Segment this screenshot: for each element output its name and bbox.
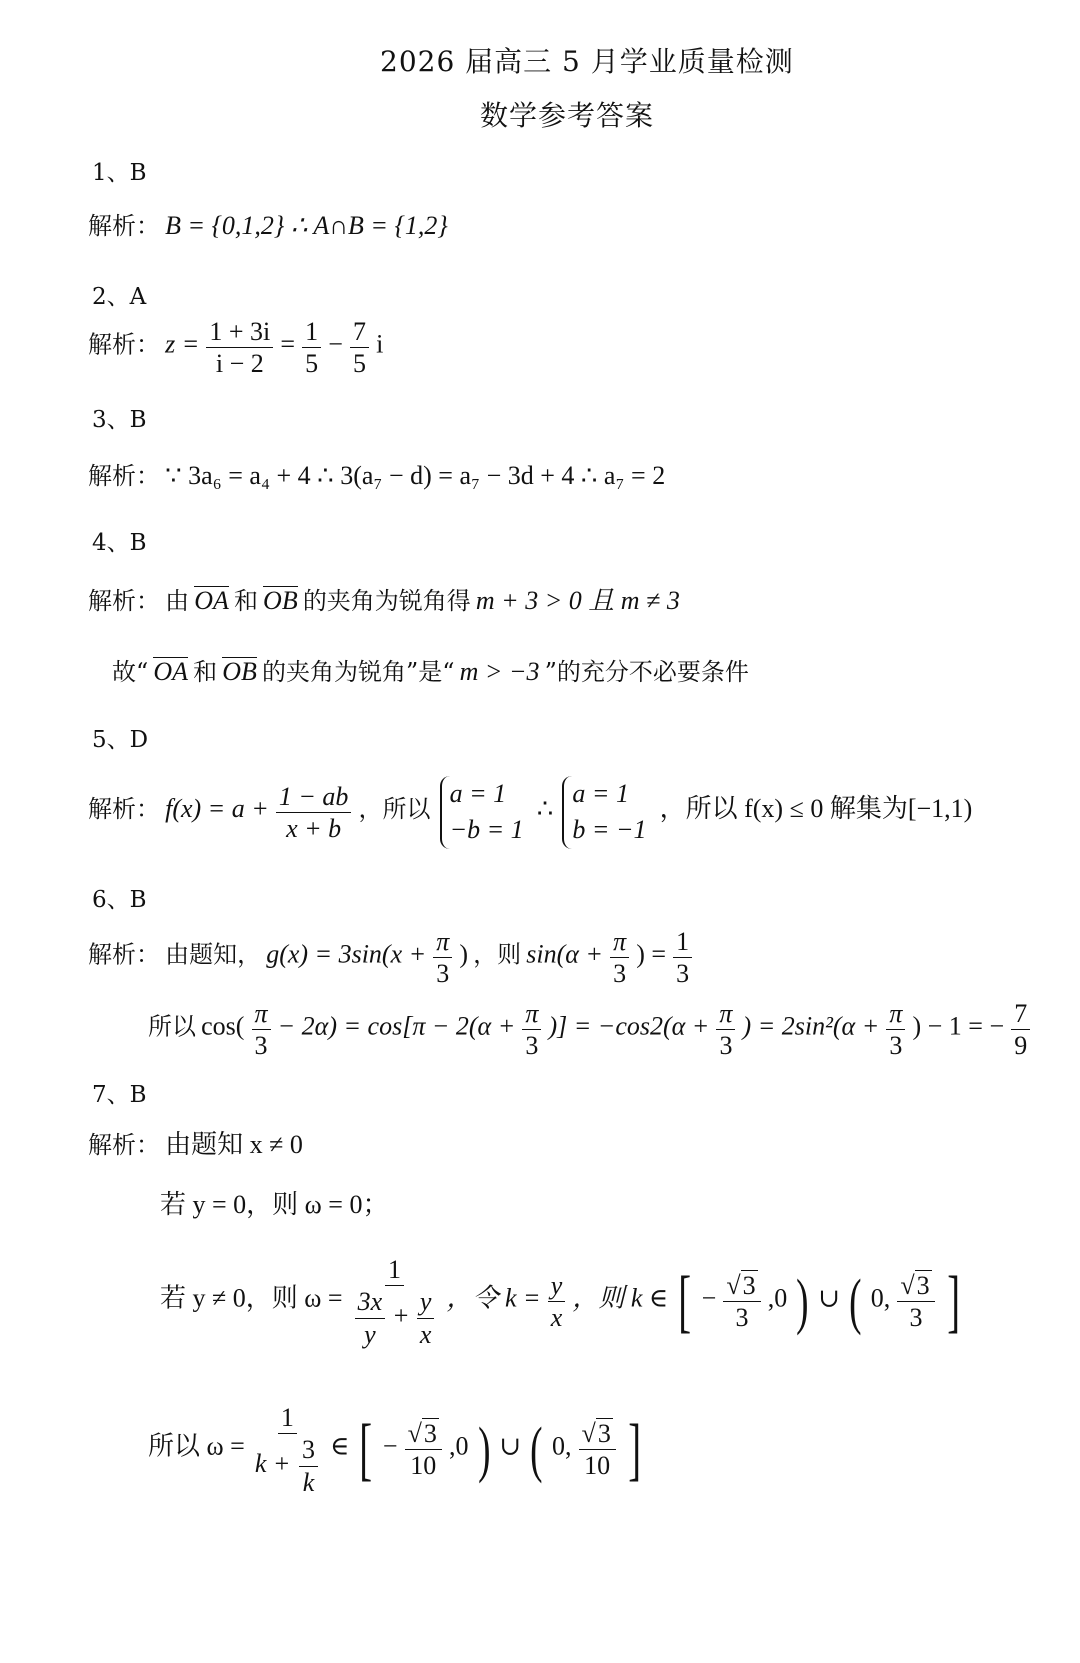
q7-number: 7、B: [92, 1082, 147, 1108]
page-title: 2026 届高三 5 月学业质量检测: [380, 45, 794, 78]
q3-math: ∵ 3a₆ = a₄ + 4 ∴ 3(a₇ − d) = a₇ − 3d + 4 ∴ a₇ = 2: [165, 461, 666, 490]
q7-solution: 解析： 由题知 x ≠ 0: [88, 1130, 303, 1159]
q7-label: 解析：: [88, 1131, 160, 1159]
q3-label: 解析：: [88, 462, 160, 490]
q4-condition: m + 3 > 0 且 m ≠ 3: [475, 586, 680, 615]
vector-ob-2: OB: [222, 657, 257, 686]
page-subtitle: 数学参考答案: [480, 99, 655, 132]
q2-fraction: $\frac{1 + 3i}{i - 2}$: [206, 318, 273, 378]
q5-solution: 解析： f(x) = a + $\frac{1 - ab}{x + b}$ ，所以 a = 1 −b = 1 ∴ a = 1 b = −1 ，所以 f(x) ≤ 0 解集为[−1,1): [88, 776, 972, 849]
q4-label: 解析：: [88, 587, 160, 615]
q6-label: 解析：: [88, 940, 160, 969]
q4-conclusion: 故“ OA 和 OB 的夹角为锐角”是“ m > −3 ”的充分不必要条件: [112, 657, 749, 686]
q2-number: 2、A: [92, 284, 147, 310]
vector-ob: OB: [263, 586, 298, 615]
q3-number: 3、B: [92, 407, 147, 433]
q1-math: B = {0,1,2} ∴ A∩B = {1,2}: [165, 211, 448, 240]
q6-solution: 解析： 由题知， g(x) = 3sin(x + $\frac{\pi}{3}$ ) ，则 sin(α + $\frac{\pi}{3}$ ) = $\frac{1}{3}$: [88, 928, 694, 988]
q5-system-2: a = 1 b = −1: [562, 776, 650, 849]
q3-solution: [88, 456, 665, 491]
q1-label: 解析：: [88, 212, 160, 240]
q4-number: 4、B: [92, 530, 147, 556]
vector-oa-2: OA: [153, 657, 189, 686]
q1-solution: [88, 206, 448, 241]
q5-number: 5、D: [92, 727, 149, 753]
q7-omega-fraction: 1 $\frac{3x}{y}$ + $\frac{y}{x}$: [350, 1256, 440, 1348]
q7-conclusion: 所以 ω = 1 k + $\frac{3}{k}$ ∈ [ − $\frac{√3}{10}$ ,0 ) ∪ ( 0, $\frac{√3}{10}$ ]: [148, 1403, 641, 1497]
q2-lhs: z =: [165, 329, 200, 359]
q2-imag-part: $\frac{7}{5}$: [350, 318, 369, 378]
q5-label: 解析：: [88, 794, 160, 823]
q6-derivation: 所以 cos( $\frac{\pi}{3}$ − 2α) = cos[π − 2(α + $\frac{\pi}{3}$ )] = −cos2(α + $\frac{\pi}{3}$ ) = 2sin²(α + $\frac{\pi}{3}$ ) − 1 = − $\frac{7}{9}$: [148, 1000, 1032, 1060]
q1-number: 1、B: [92, 160, 147, 186]
q6-number: 6、B: [92, 887, 147, 913]
q4-solution: 解析： 由 OA 和 OB 的夹角为锐角得 m + 3 > 0 且 m ≠ 3: [88, 586, 680, 615]
q7-case-nonzero: 若 y ≠ 0，则 ω = 1 $\frac{3x}{y}$ + $\frac{y}{x}$ ，令 k = $\frac{y}{x}$ ，则 k ∈ [ − $\frac{√3}{3}$ ,0 ) ∪ ( 0, $\frac{√3}{3}$ ]: [160, 1255, 960, 1349]
q2-solution: 解析： z = $\frac{1 + 3i}{i - 2}$ = $\frac{1}{5}$ − $\frac{7}{5}$ i: [88, 317, 384, 379]
vector-oa: OA: [194, 586, 229, 615]
q7-case-zero: 若 y = 0，则 ω = 0；: [160, 1190, 389, 1219]
q5-fraction: $\frac{1 - ab}{x + b}$: [276, 783, 352, 843]
q7-final-fraction: 1 k + $\frac{3}{k}$: [252, 1404, 323, 1496]
q5-system-1: a = 1 −b = 1: [440, 776, 528, 849]
q2-label: 解析：: [88, 330, 160, 359]
q2-real-part: $\frac{1}{5}$: [302, 318, 321, 378]
